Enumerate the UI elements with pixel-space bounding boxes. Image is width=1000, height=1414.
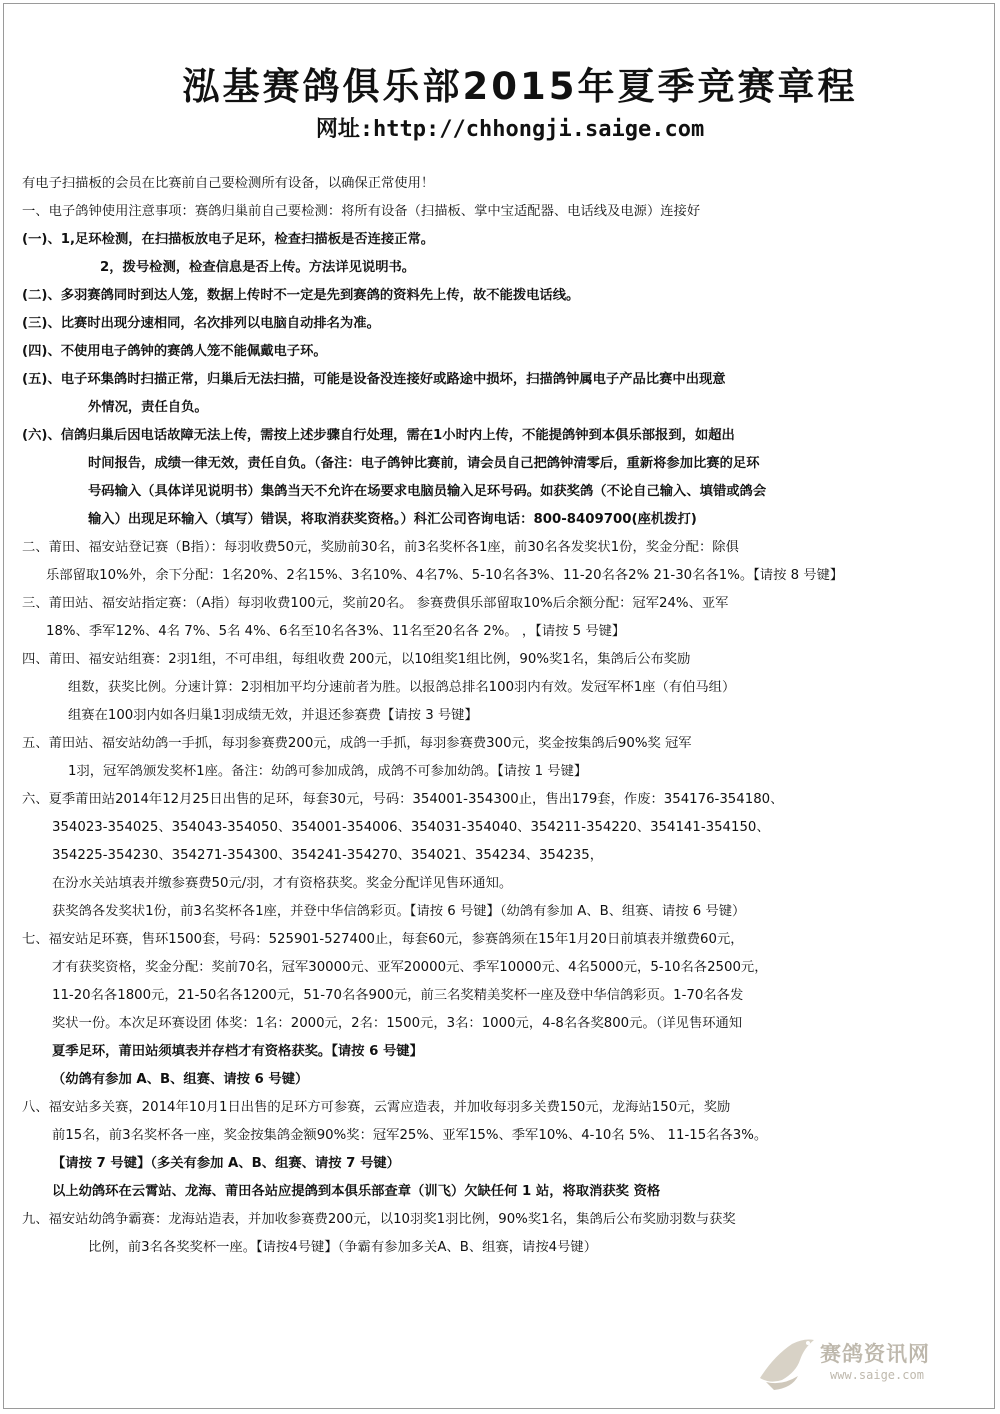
- section-1-item-6-cont: 号码输入（具体详见说明书）集鸽当天不允许在场要求电脑员输入足环号码。如获奖鸽（不论自己输入、填错或鸽会: [88, 484, 767, 499]
- section-3: 三、莆田站、福安站指定赛：（A指）每羽收费100元，奖前20名。 参赛费俱乐部留取10%后余额分配：冠军24%、亚军: [22, 596, 729, 611]
- section-9: 九、福安站幼鸽争霸赛：龙海站造表，并加收参赛费200元，以10羽奖1羽比例，90%奖1名，集鸽后公布奖励羽数与获奖: [22, 1212, 736, 1227]
- section-6: 六、夏季莆田站2014年12月25日出售的足环，每套30元，号码：354001-354300止，售出179套，作废：354176-354180、: [22, 792, 784, 807]
- section-5: 五、莆田站、福安站幼鸽一手抓，每羽参赛费200元，成鸽一手抓，每羽参赛费300元，奖金按集鸽后90%奖 冠军: [22, 736, 692, 751]
- section-1-item-2: (二)、多羽赛鸽同时到达人笼，数据上传时不一定是先到赛鸽的资料先上传，故不能拨电话线。: [22, 288, 580, 303]
- intro-line: 有电子扫描板的会员在比赛前自己要检测所有设备，以确保正常使用！: [22, 176, 435, 191]
- section-6-cont: 获奖鸽各发奖状1份，前3名奖杯各1座，并登中华信鸽彩页。【请按 6 号键】（幼鸽有参加 A、B、组赛、请按 6 号键）: [52, 904, 746, 919]
- section-2-cont: 乐部留取10%外，余下分配：1名20%、2名15%、3名10%、4名7%、5-10名各3%、11-20名各2% 21-30名各1%。【请按 8 号键】: [46, 568, 844, 583]
- section-8-cont: 前15名，前3名奖杯各一座，奖金按集鸽金额90%奖：冠军25%、亚军15%、季军10%、4-10名 5%、 11-15名各3%。: [52, 1128, 768, 1143]
- section-4-cont: 组赛在100羽内如各归巢1羽成绩无效，并退还参赛费【请按 3 号键】: [68, 708, 478, 723]
- section-1-item-6: (六)、信鸽归巢后因电话故障无法上传，需按上述步骤自行处理，需在1小时内上传，不能提鸽钟到本俱乐部报到，如超出: [22, 428, 735, 443]
- section-8: 八、福安站多关赛，2014年10月1日出售的足环方可参赛，云霄应造表，并加收每羽多关费150元，龙海站150元，奖励: [22, 1100, 731, 1115]
- section-1-item-4: (四)、不使用电子鸽钟的赛鸽人笼不能佩戴电子环。: [22, 344, 327, 359]
- section-6-cont: 在汾水关站填表并缴参赛费50元/羽，才有资格获奖。奖金分配详见售环通知。: [52, 876, 513, 891]
- section-7-cont: 11-20名各1800元，21-50名各1200元，51-70名各900元，前三名奖精美奖杯一座及登中华信鸽彩页。1-70名各发: [52, 988, 744, 1003]
- rules-body: [22, 170, 972, 1262]
- section-2: 二、莆田、福安站登记赛（B指）：每羽收费50元，奖励前30名，前3名奖杯各1座，前30名各发奖状1份，奖金分配：除俱: [22, 540, 739, 555]
- section-1-item-1-2: 2，拨号检测，检查信息是否上传。方法详见说明书。: [100, 260, 416, 275]
- pigeon-logo-icon: [752, 1326, 822, 1396]
- section-1-item-6-cont: 时间报告，成绩一律无效，责任自负。（备注：电子鸽钟比赛前，请会员自己把鸽钟清零后，重新将参加比赛的足环: [88, 456, 760, 471]
- section-1-item-5-cont: 外情况，责任自负。: [88, 400, 208, 415]
- section-1-item-5: (五)、电子环集鸽时扫描正常，归巢后无法扫描，可能是设备没连接好或路途中损坏，扫描鸽钟属电子产品比赛中出现意: [22, 372, 726, 387]
- section-7: 七、福安站足环赛，售环1500套，号码：525901-527400止，每套60元，参赛鸽须在15年1月20日前填表并缴费60元，: [22, 932, 744, 947]
- section-6-cont: 354225-354230、354271-354300、354241-354270、354021、354234、354235，: [52, 848, 604, 863]
- section-9-cont: 比例，前3名各奖奖杯一座。【请按4号键】（争霸有参加多关A、B、组赛，请按4号键）: [88, 1240, 597, 1255]
- section-4-cont: 组数，获奖比例。分速计算：2羽相加平均分速前者为胜。以报鸽总排名100羽内有效。发冠军杯1座（有伯马组）: [68, 680, 736, 695]
- section-7-cont: 奖状一份。本次足环赛设团 体奖：1名：2000元，2名：1500元，3名：1000元，4-8名各奖800元。（详见售环通知: [52, 1016, 743, 1031]
- site-watermark: [752, 1324, 962, 1398]
- section-3-cont: 18%、季军12%、4名 7%、5名 4%、6名至10名各3%、11名至20名各 2%。 ，【请按 5 号键】: [46, 624, 626, 639]
- section-1-item-3: (三)、比赛时出现分速相同，名次排列以电脑自动排名为准。: [22, 316, 380, 331]
- section-7-note: （幼鸽有参加 A、B、组赛、请按 6 号键）: [52, 1072, 309, 1087]
- section-7-note: 夏季足环，莆田站须填表并存档才有资格获奖。【请按 6 号键】: [52, 1044, 423, 1059]
- section-7-cont: 才有获奖资格，奖金分配：奖前70名，冠军30000元、亚军20000元、季军10000元、4名5000元，5-10名各2500元，: [52, 960, 768, 975]
- section-1-heading: 一、电子鸽钟使用注意事项：赛鸽归巢前自己要检测：将所有设备（扫描板、掌中宝适配器、电话线及电源）连接好: [22, 204, 701, 219]
- section-8-note: 【请按 7 号键】（多关有参加 A、B、组赛、请按 7 号键）: [52, 1156, 400, 1171]
- section-5-cont: 1羽，冠军鸽颁发奖杯1座。备注：幼鸽可参加成鸽，成鸽不可参加幼鸽。【请按 1 号键】: [68, 764, 588, 779]
- section-6-cont: 354023-354025、354043-354050、354001-354006、354031-354040、354211-354220、354141-354150、: [52, 820, 770, 835]
- page-title: 泓基赛鸽俱乐部2015年夏季竞赛章程: [182, 65, 858, 108]
- website-url: 网址:http://chhongji.saige.com: [315, 117, 705, 142]
- young-bird-notice: 以上幼鸽环在云霄站、龙海、莆田各站应提鸽到本俱乐部查章（训飞）欠缺任何 1 站，将取消获奖 资格: [52, 1184, 661, 1199]
- watermark-name: 赛鸽资讯网: [820, 1342, 930, 1366]
- section-4: 四、莆田、福安站组赛：2羽1组，不可串组，每组收费 200元，以10组奖1组比例，90%奖1名，集鸽后公布奖励: [22, 652, 691, 667]
- watermark-url: www.saige.com: [830, 1368, 924, 1382]
- section-1-item-6-cont: 输入）出现足环输入（填写）错误，将取消获奖资格。）科汇公司咨询电话：800-8409700(座机拨打): [88, 512, 697, 527]
- section-1-item-1: (一)、1,足环检测，在扫描板放电子足环，检查扫描板是否连接正常。: [22, 232, 435, 247]
